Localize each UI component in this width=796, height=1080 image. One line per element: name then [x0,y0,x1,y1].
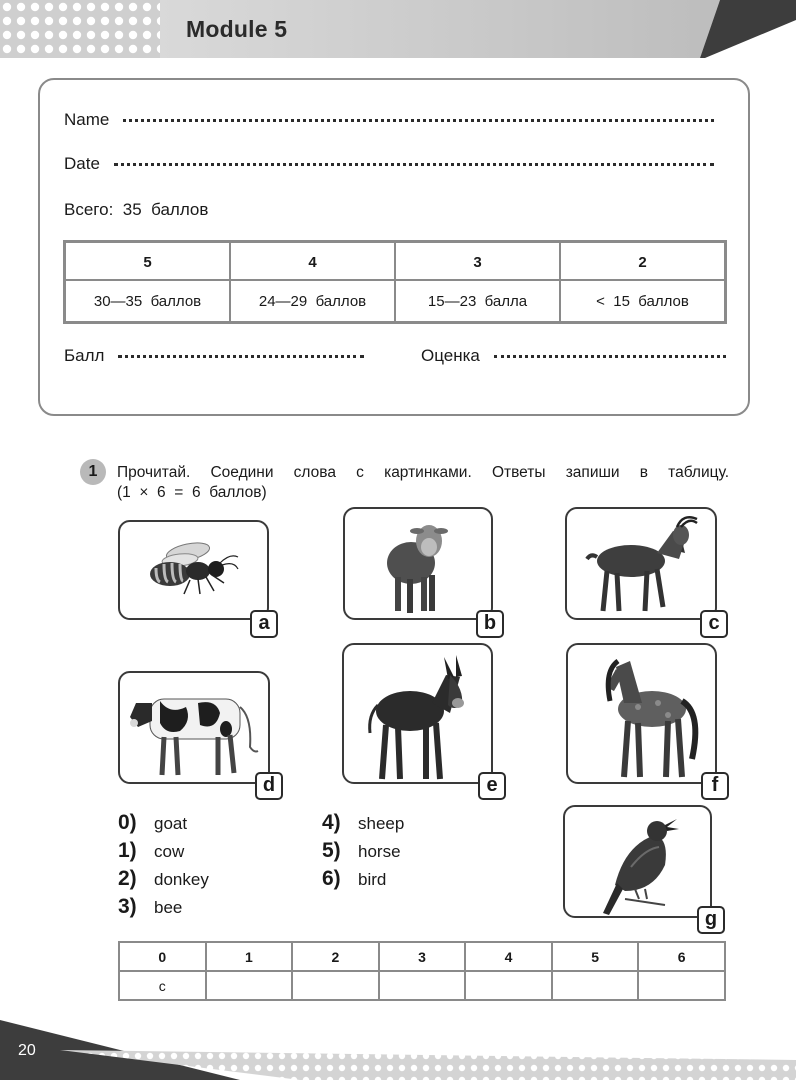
answer-header-cell: 6 [638,942,725,971]
date-field[interactable] [114,163,714,166]
word-number: 0) [118,811,137,834]
answer-header-cell: 0 [119,942,206,971]
mark-field[interactable] [494,355,726,358]
bee-icon [120,522,271,622]
page-number: 20 [18,1042,36,1059]
score-line [64,346,364,366]
answer-header-cell: 5 [552,942,639,971]
range-cell: 15—23 балла [395,280,560,322]
picture-letter: e [478,772,506,800]
total-line [64,200,208,220]
date-line [64,154,714,174]
word-text: bird [358,870,387,889]
module-title: Module 5 [186,16,288,42]
picture-card-c[interactable] [565,507,720,634]
grade-row [65,242,725,280]
word-text: donkey [154,870,209,889]
range-cell: 24—29 баллов [230,280,395,322]
word-number: 4) [322,811,341,834]
score-field[interactable] [118,355,364,358]
picture-card-b[interactable] [343,507,497,634]
answer-header-row [119,942,725,971]
answer-header-cell: 2 [292,942,379,971]
word-number: 1) [118,839,137,862]
task-number-badge: 1 [80,459,106,485]
word-item [322,839,401,863]
answer-header-cell: 4 [465,942,552,971]
picture-card-e[interactable] [342,643,498,796]
name-field[interactable] [123,119,714,122]
donkey-icon [344,645,495,786]
header-decoration [0,0,796,58]
student-info-frame [38,78,750,416]
answer-header-cell: 3 [379,942,466,971]
mark-line [421,346,726,366]
task-instruction: Прочитай. Соедини слова с картинками. Ответы запиши в таблицу. [117,464,729,481]
grade-cell: 2 [560,242,725,280]
word-number: 3) [118,895,137,918]
header-band [0,0,796,58]
word-number: 5) [322,839,341,862]
picture-letter: a [250,610,278,638]
mark-label: Оценка [421,346,480,365]
picture-card-d[interactable] [118,671,276,796]
word-number: 6) [322,867,341,890]
picture-letter: c [700,610,728,638]
task-points: (1 × 6 = 6 баллов) [117,484,267,501]
word-text: bee [154,898,183,917]
date-label: Date [64,154,100,173]
word-text: horse [358,842,401,861]
picture-letter: g [697,906,725,934]
range-row [65,280,725,322]
grade-cell: 3 [395,242,560,280]
goat-icon [567,509,719,622]
picture-letter: d [255,772,283,800]
picture-card-a[interactable] [118,520,270,634]
total-points-text: Всего: 35 баллов [64,200,209,219]
range-cell: 30—35 баллов [65,280,230,322]
grade-cell: 5 [65,242,230,280]
name-label: Name [64,110,110,129]
word-item [118,839,184,863]
name-line [64,110,714,130]
answer-header-cell: 1 [206,942,293,971]
sheep-icon [345,509,495,622]
picture-card-g[interactable] [563,805,718,930]
word-number: 2) [118,867,137,890]
bird-icon [565,807,714,920]
picture-letter: f [701,772,729,800]
word-item [118,811,187,835]
word-text: goat [154,814,188,833]
word-item [118,867,209,891]
word-item [322,811,404,835]
range-cell: < 15 баллов [560,280,725,322]
score-label: Балл [64,346,105,365]
grade-table [64,241,726,323]
word-text: sheep [358,814,405,833]
word-item [322,867,386,891]
horse-icon [568,645,719,786]
footer-decoration [0,990,796,1080]
picture-card-f[interactable] [566,643,719,796]
word-text: cow [154,842,185,861]
grade-cell: 4 [230,242,395,280]
word-item [118,895,182,919]
answer-cell[interactable]: c [119,971,206,1000]
picture-letter: b [476,610,504,638]
cow-icon [120,673,272,786]
